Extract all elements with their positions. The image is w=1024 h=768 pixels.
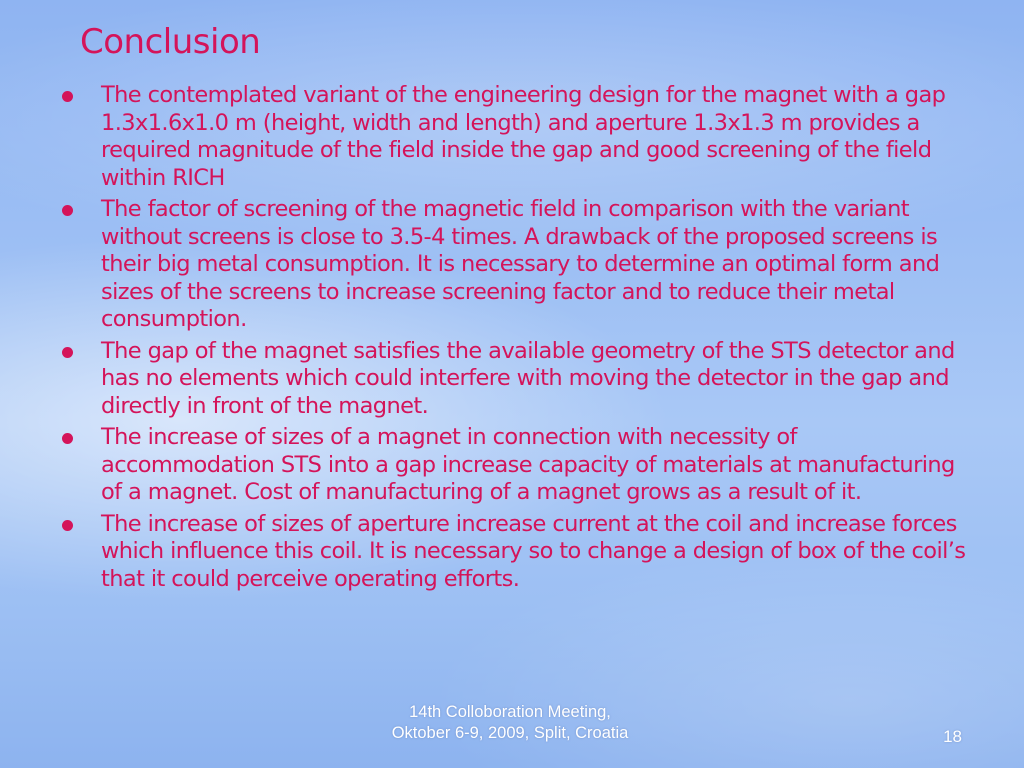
footer-line-1: 14th Colloboration Meeting, <box>409 703 611 721</box>
bullet-text: The increase of sizes of aperture increase current at the coil and increase forces which influence this coil. It is necessary so to change a design of box of the coil’s that it could perceive operating efforts. <box>101 510 966 592</box>
bullet-item <box>58 424 973 507</box>
bullet-text: The contemplated variant of the engineering design for the magnet with a gap 1.3x1.6x1.0 m (height, width and length) and aperture 1.3x1.3 m provides a required magnitude of the field inside the gap and good screening of the field within RICH <box>101 82 946 191</box>
bullet-text: The increase of sizes of a magnet in connection with necessity of accommodation STS into a gap increase capacity of materials at manufacturing of a magnet. Cost of manufacturing of a magnet grows as a result of it. <box>101 424 955 505</box>
bullet-text: The gap of the magnet satisfies the available geometry of the STS detector and has no elements which could interfere with moving the detector in the gap and directly in front of the magnet. <box>101 337 955 419</box>
footer-meeting-info <box>360 702 660 744</box>
bullet-dot-icon <box>62 347 73 358</box>
bullet-dot-icon <box>62 520 73 531</box>
bullet-dot-icon <box>62 205 73 216</box>
footer-line-2: Oktober 6-9, 2009, Split, Croatia <box>391 724 629 742</box>
bullet-item <box>58 196 973 334</box>
bullet-item <box>58 338 973 421</box>
bullet-dot-icon <box>62 91 73 102</box>
bullet-item <box>58 82 973 192</box>
slide-title: Conclusion <box>80 22 261 62</box>
page-number: 18 <box>943 727 962 746</box>
bullet-list <box>58 82 973 597</box>
bullet-text: The factor of screening of the magnetic field in comparison with the variant without screens is close to 3.5-4 times. A drawback of the proposed screens is their big metal consumption. It is necessary to determine an optimal form and sizes of the screens to increase screening factor and to reduce their metal consumption. <box>101 196 940 332</box>
bullet-item <box>58 511 973 594</box>
bullet-dot-icon <box>62 433 73 444</box>
